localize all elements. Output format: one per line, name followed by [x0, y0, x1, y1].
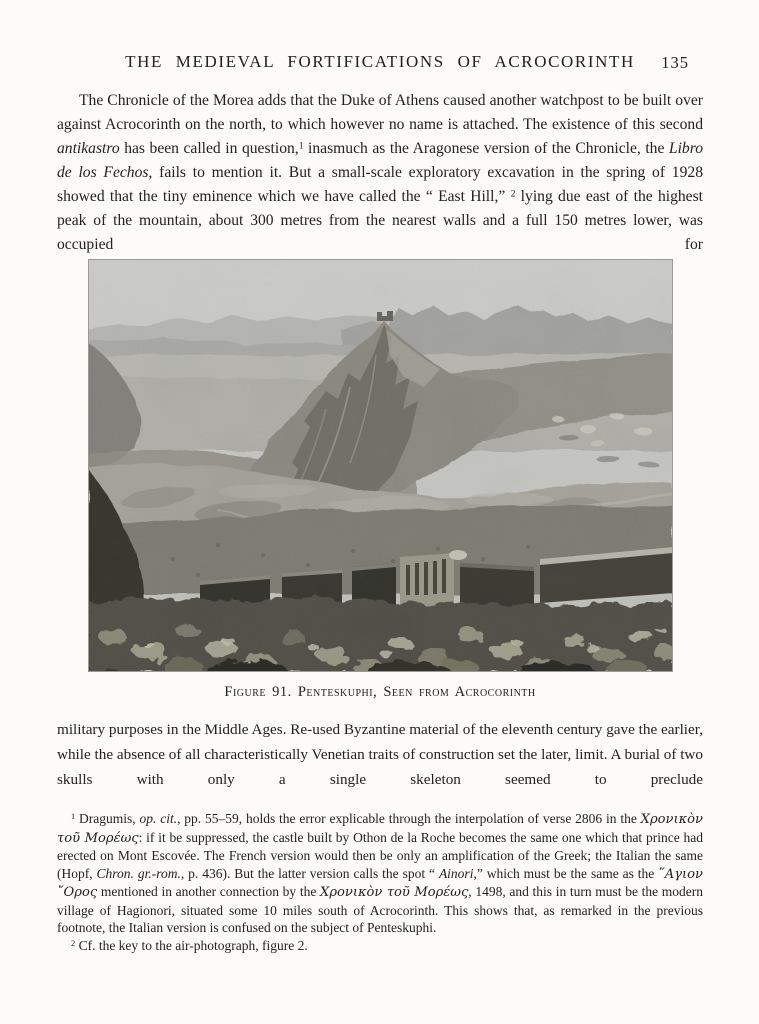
greek-phrase: ῞Αγιον ῎Ορος [57, 866, 703, 900]
footnote-text-run: , pp. 55–59, holds the error explicable through the interpolation of verse 2806 in the [177, 811, 641, 826]
footnote-ref-1: 1 [298, 140, 304, 152]
footnote-1 [57, 810, 703, 937]
footnote-text-run: Dragumis, [75, 811, 140, 826]
footnote-text-run: ,” which must be the same as the [473, 865, 659, 881]
footnote-text-run: : if it be suppressed, the castle built by Othon de la Roche becomes the same one which that prince had erected on Mont Escovée. The French version would then be only an amplification of the Greek; the Italian the same (Hopf, [57, 829, 703, 881]
footnote-2-marker: 2 [71, 938, 76, 948]
footnotes-section [57, 810, 703, 954]
body-text-run: has been called in question, [119, 140, 299, 157]
running-head [57, 52, 703, 72]
body-paragraph-2: military purposes in the Middle Ages. Re-used Byzantine material of the eleventh century gave the earlier, while the absence of all characteristically Venetian traits of construction set the later, limit. A burial of two skulls with only a single skeleton seemed to preclude [57, 721, 703, 788]
figure-photo [88, 259, 673, 672]
italic-ainori: Ainori [438, 865, 474, 881]
page-title: THE MEDIEVAL FORTIFICATIONS OF ACROCORINTH [125, 52, 635, 71]
penteskuphi-photograph [88, 259, 673, 672]
italic-op-cit: op. cit. [139, 811, 178, 826]
body-text-run: lying due east of the highest peak of the mountain, about 300 metres from the nearest walls and a full 150 metres lower, was occupied for [57, 188, 703, 253]
footnote-ref-2: 2 [510, 188, 516, 200]
footnote-1-marker: 1 [71, 812, 76, 822]
footnote-text-run: , 1498, and this in turn must be the modern village of Hagionori, situated some 10 miles south of Acrocorinth. This shows that, as remarked in the previous footnote, the Italian version is confused on the subject of Penteskuphi. [57, 884, 704, 935]
body-text-run: , fails to mention it. But a small-scale exploratory excavation in the spring of 1928 showed that the tiny eminence which we have called the “ East Hill,” [57, 164, 703, 205]
body-text-run: The Chronicle of the Morea adds that the Duke of Athens caused another watchpost to be built over against Acrocorinth on the north, to which however no name is attached. The existence of this second [57, 92, 703, 133]
greek-phrase: Χρονικὸν τοῦ Μορέως [57, 812, 704, 846]
greek-phrase: Χρονικὸν τοῦ Μορέως [320, 885, 469, 900]
footnote-2 [57, 937, 703, 955]
footnote-text-run: Cf. the key to the air-photograph, figure 2. [75, 937, 308, 953]
footnote-text-run: , p. 436). But the latter version calls the spot “ [180, 865, 439, 881]
page-number: 135 [661, 53, 689, 72]
italic-title-libro: Libro de los Fechos [57, 140, 703, 181]
body-paragraph-1 [57, 89, 703, 257]
italic-term-antikastro: antikastro [57, 140, 120, 157]
footnote-text-run: mentioned in another connection by the [97, 884, 321, 899]
photo-grain-overlay [88, 259, 673, 672]
figure-caption: Figure 91. Penteskuphi, Seen from Acrocorinth [224, 684, 536, 700]
italic-chron: Chron. gr.-rom. [96, 865, 181, 881]
body-text-run: inasmuch as the Aragonese version of the Chronicle, the [303, 140, 669, 157]
